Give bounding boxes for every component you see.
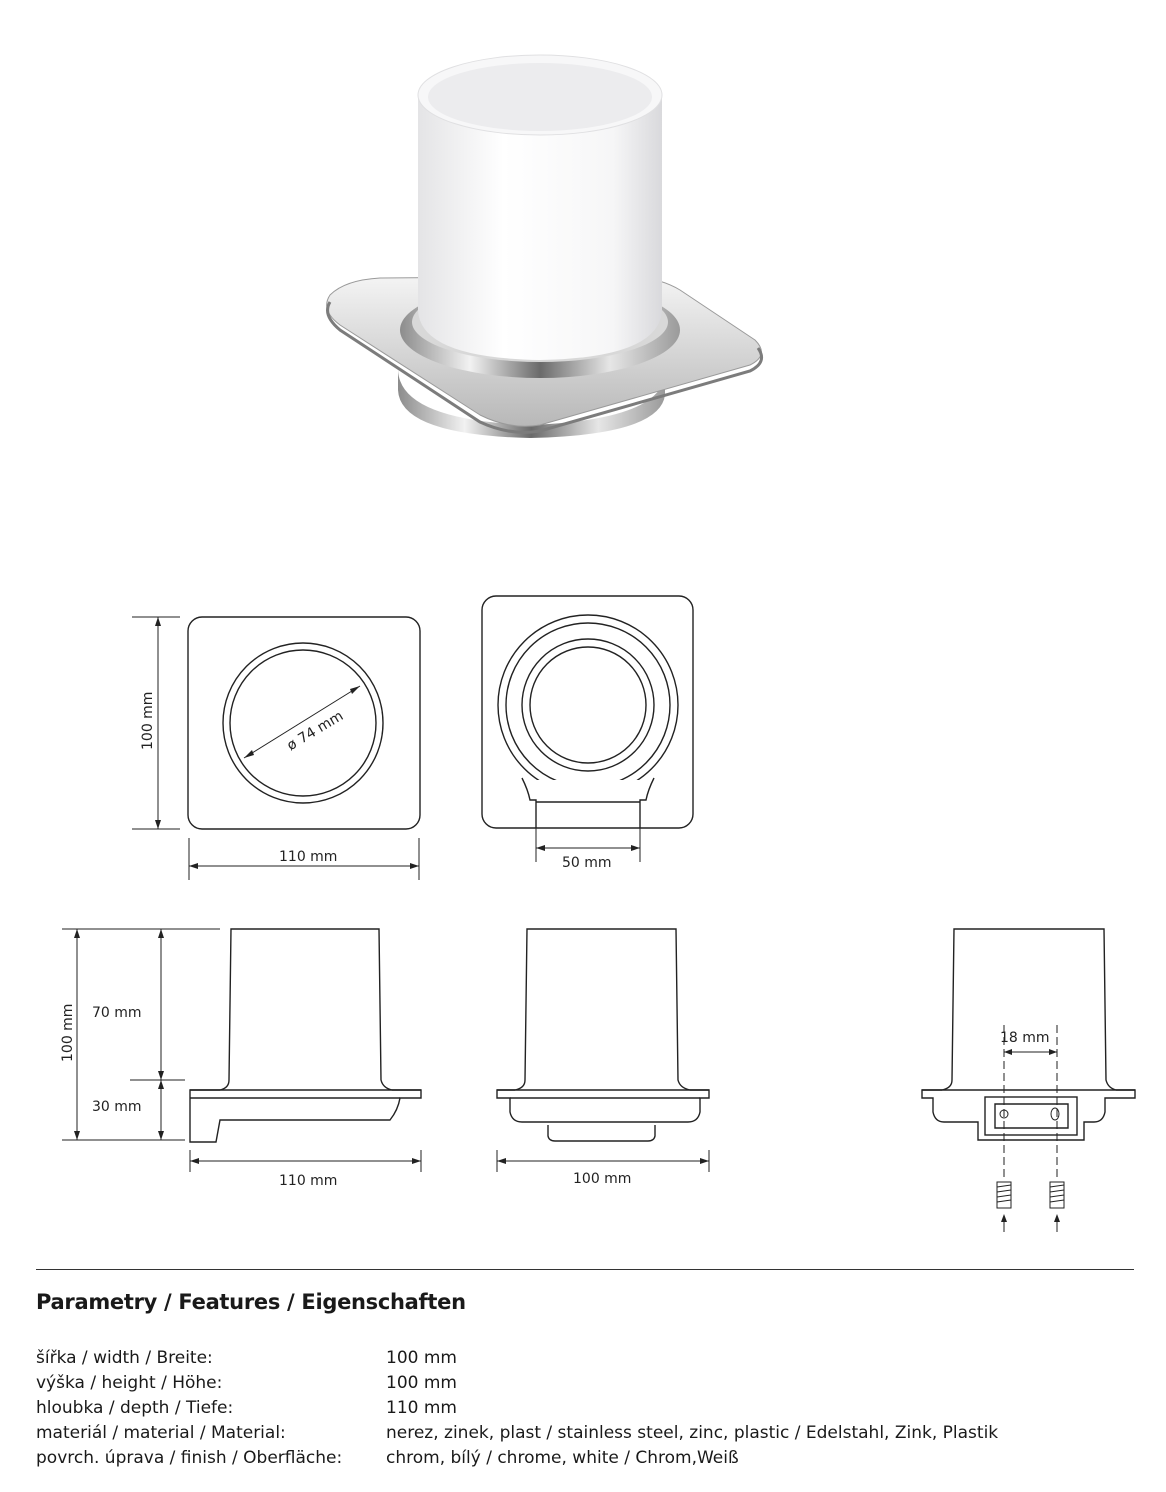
side-width-label: 110 mm	[279, 1173, 338, 1189]
spec-label: šířka / width / Breite:	[36, 1348, 213, 1368]
spec-row-width	[36, 1346, 998, 1371]
spec-row-height	[36, 1371, 998, 1396]
section-divider	[36, 1269, 1134, 1270]
spec-label: povrch. úprava / finish / Oberfläche:	[36, 1448, 343, 1468]
diameter-label: ø 74 mm	[284, 708, 347, 755]
side-height-cup-label: 70 mm	[92, 1005, 142, 1021]
spec-value: nerez, zinek, plast / stainless steel, zinc, plastic / Edelstahl, Zink, Plastik	[386, 1423, 999, 1443]
spec-label: hloubka / depth / Tiefe:	[36, 1398, 234, 1418]
mount-view	[922, 929, 1135, 1232]
top-width-label: 110 mm	[279, 849, 338, 865]
technical-drawings	[0, 580, 1166, 1250]
spec-value: 100 mm	[386, 1348, 457, 1368]
back-width-label: 50 mm	[562, 855, 612, 871]
top-height-label: 100 mm	[140, 691, 156, 750]
side-height-base-label: 30 mm	[92, 1099, 142, 1115]
spec-row-finish	[36, 1446, 998, 1471]
top-view	[132, 617, 420, 880]
side-height-total-label: 100 mm	[60, 1003, 76, 1062]
front-width-label: 100 mm	[573, 1171, 632, 1187]
spec-value: 100 mm	[386, 1373, 457, 1393]
front-view	[497, 929, 709, 1187]
spec-label: výška / height / Höhe:	[36, 1373, 223, 1393]
features-title: Parametry / Features / Eigenschaften	[36, 1290, 466, 1314]
product-photo	[300, 40, 780, 440]
mount-spacing-label: 18 mm	[1000, 1030, 1050, 1046]
spec-row-material	[36, 1421, 998, 1446]
spec-row-depth	[36, 1396, 998, 1421]
side-view	[60, 929, 421, 1189]
spec-value: 110 mm	[386, 1398, 457, 1418]
spec-label: materiál / material / Material:	[36, 1423, 286, 1443]
features-table	[36, 1346, 998, 1471]
spec-value: chrom, bílý / chrome, white / Chrom,Weiß	[386, 1448, 739, 1468]
back-view	[482, 596, 693, 871]
